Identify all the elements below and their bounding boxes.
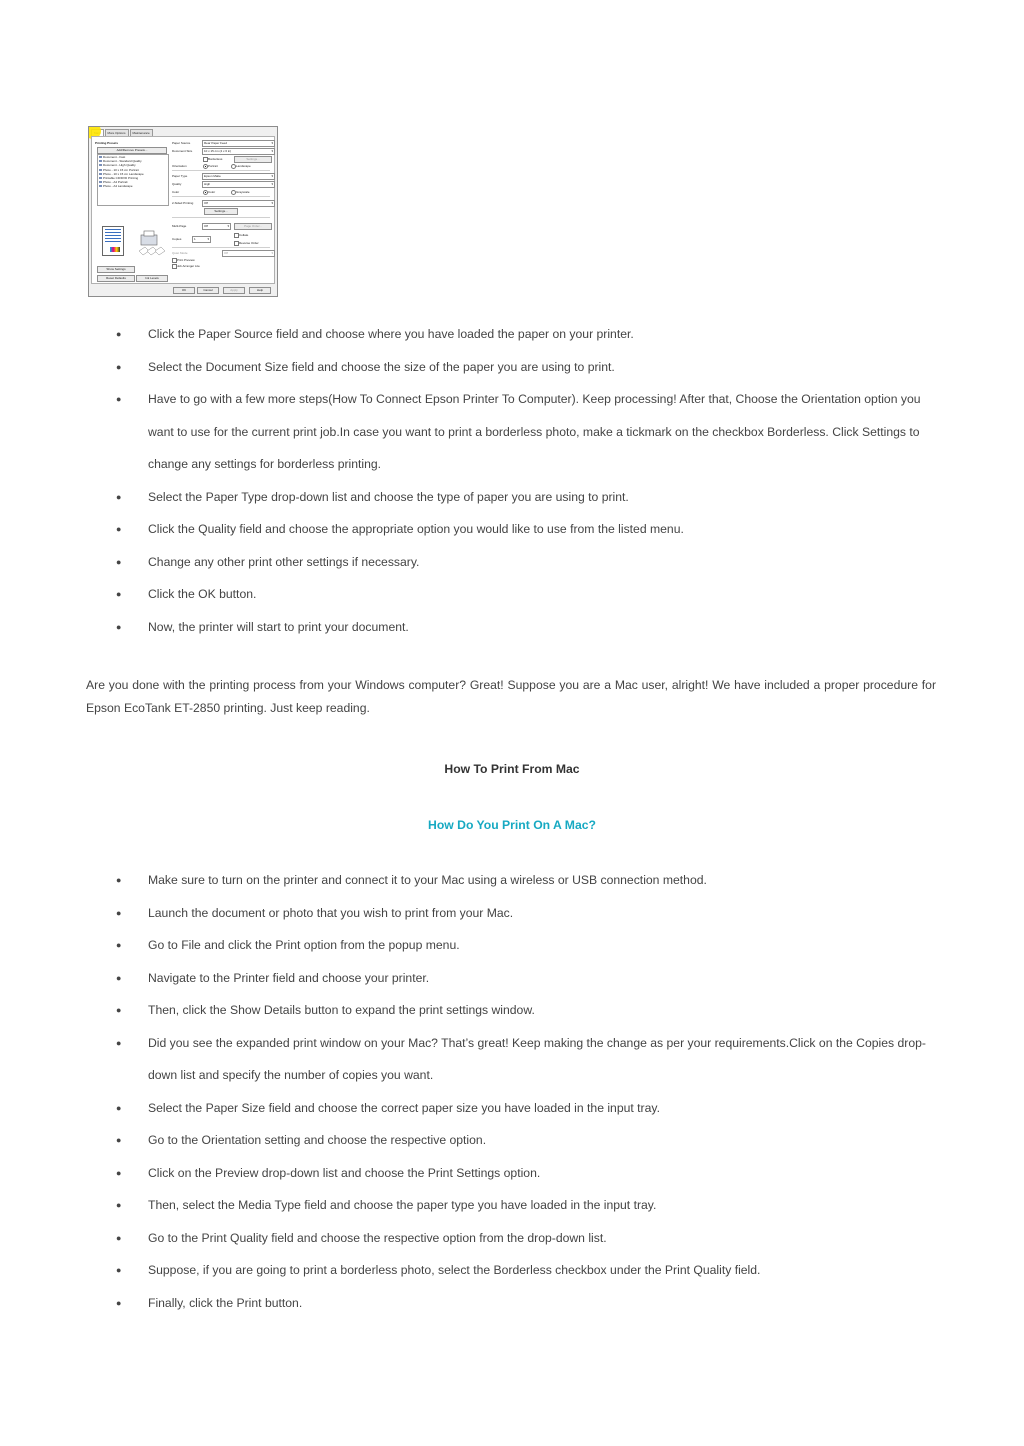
preset-item: Document - Standard Quality xyxy=(98,159,168,163)
bullet-icon: ● xyxy=(116,940,122,950)
color-option-label: Color xyxy=(208,190,216,194)
job-arranger-label: Job Arranger Lite xyxy=(177,264,200,268)
list-item xyxy=(0,1124,1024,1157)
bullet-icon: ● xyxy=(116,329,122,339)
color-label: Color xyxy=(172,190,180,194)
list-item xyxy=(0,1092,1024,1125)
bullet-icon: ● xyxy=(116,1167,122,1178)
printing-presets-label: Printing Presets xyxy=(95,141,119,145)
windows-steps-list xyxy=(0,318,1024,643)
ink-levels-button: Ink Levels xyxy=(136,275,168,282)
presets-list xyxy=(97,154,169,206)
multipage-label: Multi-Page xyxy=(172,224,187,228)
divider xyxy=(172,196,270,197)
list-item xyxy=(0,897,1024,930)
two-sided-label: 2-Sided Printing xyxy=(172,201,194,205)
bullet-icon: ● xyxy=(116,875,122,885)
document-size-select: 10 x 15 cm (4 x 6 in) ▾ xyxy=(202,148,275,155)
list-item-text: Click on the Preview drop-down list and choose the Print Settings option. xyxy=(148,1165,541,1180)
list-item-text: Go to File and click the Print option from the popup menu. xyxy=(148,938,460,952)
list-item-text: Launch the document or photo that you wish to print from your Mac. xyxy=(148,905,514,920)
portrait-label: Portrait xyxy=(208,164,218,168)
tab-maintenance: Maintenance xyxy=(130,129,153,136)
paper-type-label: Paper Type xyxy=(172,174,188,178)
bullet-icon: ● xyxy=(116,1232,122,1243)
print-preview-label: Print Preview xyxy=(177,258,195,262)
help-button: Help xyxy=(249,287,271,294)
orientation-label: Orientation xyxy=(172,164,187,168)
preset-item: Document - Fast xyxy=(98,155,168,159)
list-item xyxy=(0,1157,1024,1190)
bullet-icon: ● xyxy=(116,1265,122,1275)
tab-more-options: More Options xyxy=(105,129,129,136)
add-remove-presets-button: Add/Remove Presets... xyxy=(97,147,167,154)
list-item-text: Go to the Orientation setting and choose the respective option. xyxy=(148,1133,487,1147)
mac-heading: How To Print From Mac xyxy=(444,762,580,776)
list-item xyxy=(0,864,1024,897)
ok-button: OK xyxy=(173,287,195,294)
divider xyxy=(172,170,270,171)
list-item-text: Suppose, if you are going to print a borderless photo, select the Borderless checkbox under the Print Quality field. xyxy=(148,1263,761,1277)
quiet-mode-label: Quiet Mode xyxy=(172,251,188,255)
list-item xyxy=(0,929,1024,962)
list-item xyxy=(0,1287,1024,1320)
list-item xyxy=(0,318,1024,351)
bullet-icon: ● xyxy=(116,394,122,404)
ink-colors-icon xyxy=(110,247,120,252)
two-sided-settings-button: Settings... xyxy=(204,208,238,215)
bullet-icon: ● xyxy=(116,361,122,372)
printer-dialog-screenshot xyxy=(88,126,278,297)
copies-label: Copies xyxy=(172,237,182,241)
quality-select: High ▾ xyxy=(202,181,275,188)
bullet-icon: ● xyxy=(116,1297,122,1308)
divider xyxy=(172,247,270,248)
preset-item: Photo - A4 Portrait xyxy=(98,180,168,184)
quality-label: Quality xyxy=(172,182,182,186)
bullet-icon: ● xyxy=(116,1005,122,1015)
bullet-icon: ● xyxy=(116,1102,122,1113)
list-item-text: Finally, click the Print button. xyxy=(148,1295,303,1310)
list-item xyxy=(0,1027,1024,1092)
collate-label: Collate xyxy=(239,233,249,237)
list-item-text: Select the Paper Type drop-down list and choose the type of paper you are using to print. xyxy=(148,489,629,504)
mac-subheading: How Do You Print On A Mac? xyxy=(428,818,596,832)
mac-steps-list xyxy=(0,864,1024,1319)
page-preview-icon xyxy=(102,226,124,256)
list-item xyxy=(0,1189,1024,1222)
grayscale-option-label: Grayscale xyxy=(236,190,250,194)
list-item-text: Navigate to the Printer field and choose your printer. xyxy=(148,970,430,985)
bullet-icon: ● xyxy=(116,972,122,983)
copies-input: 1 ▾ xyxy=(192,236,211,243)
list-item xyxy=(0,994,1024,1027)
list-item xyxy=(0,1222,1024,1255)
bullet-icon: ● xyxy=(116,524,122,534)
list-item-text: Select the Document Size field and choose the size of the paper you are using to print. xyxy=(148,359,615,374)
show-settings-button: Show Settings xyxy=(97,266,135,273)
bullet-icon: ● xyxy=(116,589,122,599)
bullet-icon: ● xyxy=(116,621,122,632)
list-item-text: Did you see the expanded print window on your Mac? That’s great! Keep making the change as per your requirements.Click on the Copies drop-down list and specify the number of copies you want. xyxy=(148,1035,926,1082)
list-item-text: Click the Quality field and choose the appropriate option you would like to use from the listed menu. xyxy=(148,522,684,536)
bullet-icon: ● xyxy=(116,1135,122,1145)
paper-source-select: Rear Paper Feed ▾ xyxy=(202,140,275,147)
list-item xyxy=(0,611,1024,644)
list-item-text: Click the OK button. xyxy=(148,587,257,601)
list-item-text: Change any other print other settings if necessary. xyxy=(148,554,420,569)
intro-paragraph: Are you done with the printing process from your Windows computer? Great! Suppose you are a Mac user, alright! We have included a proper procedure for Epson EcoTank ET-2850 printing. Just keep reading. xyxy=(86,678,936,715)
printer-icon xyxy=(135,227,167,257)
print-preview-illustration xyxy=(99,225,169,265)
list-item xyxy=(0,481,1024,514)
bullet-icon: ● xyxy=(116,1037,122,1048)
reverse-order-label: Reverse Order xyxy=(239,241,259,245)
bullet-icon: ● xyxy=(116,556,122,567)
preset-item: Photo - 10 x 15 cm Portrait xyxy=(98,168,168,172)
list-item-text: Then, select the Media Type field and choose the paper type you have loaded in the input tray. xyxy=(148,1198,657,1212)
list-item xyxy=(0,546,1024,579)
bullet-icon: ● xyxy=(116,1200,122,1210)
document-size-label: Document Size xyxy=(172,149,193,153)
list-item-text: Have to go with a few more steps(How To Connect Epson Printer To Computer). Keep processing! After that, Choose the Orientation option you want to use for the current print job.In case you want to print a borderless photo, make a tickmark on the checkbox Borderless. Click Settings to change any settings for borderless printing. xyxy=(148,392,921,471)
list-item-text: Now, the printer will start to print your document. xyxy=(148,619,409,634)
bullet-icon: ● xyxy=(116,907,122,918)
list-item-text: Make sure to turn on the printer and connect it to your Mac using a wireless or USB connection method. xyxy=(148,873,707,887)
list-item-text: Select the Paper Size field and choose the correct paper size you have loaded in the input tray. xyxy=(148,1100,660,1115)
preset-item: Printable CD/DVD Printing xyxy=(98,176,168,180)
list-item xyxy=(0,513,1024,546)
borderless-settings-button: Settings... xyxy=(234,156,272,163)
multipage-select: Off ▾ xyxy=(202,223,231,230)
divider xyxy=(172,217,270,218)
preset-item: Document - High Quality xyxy=(98,163,168,167)
list-item-text: Go to the Print Quality field and choose the respective option from the drop-down list. xyxy=(148,1230,607,1245)
bullet-icon: ● xyxy=(116,491,122,502)
paper-source-label: Paper Source xyxy=(172,141,191,145)
list-item xyxy=(0,962,1024,995)
reset-defaults-button: Reset Defaults xyxy=(97,275,135,282)
two-sided-select: Off ▾ xyxy=(202,200,275,207)
list-item-text: Then, click the Show Details button to expand the print settings window. xyxy=(148,1003,535,1017)
dialog-main-panel xyxy=(91,136,275,284)
paper-type-select: Epson Matte ▾ xyxy=(202,173,275,180)
apply-button: Apply xyxy=(223,287,245,294)
preset-item: Photo - 10 x 15 cm Landscape xyxy=(98,172,168,176)
borderless-label: Borderless xyxy=(208,157,223,161)
page-order-button: Page Order... xyxy=(234,223,272,230)
list-item xyxy=(0,351,1024,384)
list-item xyxy=(0,383,1024,481)
quiet-mode-select: Off ▾ xyxy=(222,250,275,257)
list-item xyxy=(0,578,1024,611)
list-item xyxy=(0,1254,1024,1287)
list-item-text: Click the Paper Source field and choose where you have loaded the paper on your printer. xyxy=(148,327,634,341)
preset-item: Photo - A4 Landscape xyxy=(98,184,168,188)
cancel-button: Cancel xyxy=(197,287,219,294)
landscape-label: Landscape xyxy=(236,164,251,168)
